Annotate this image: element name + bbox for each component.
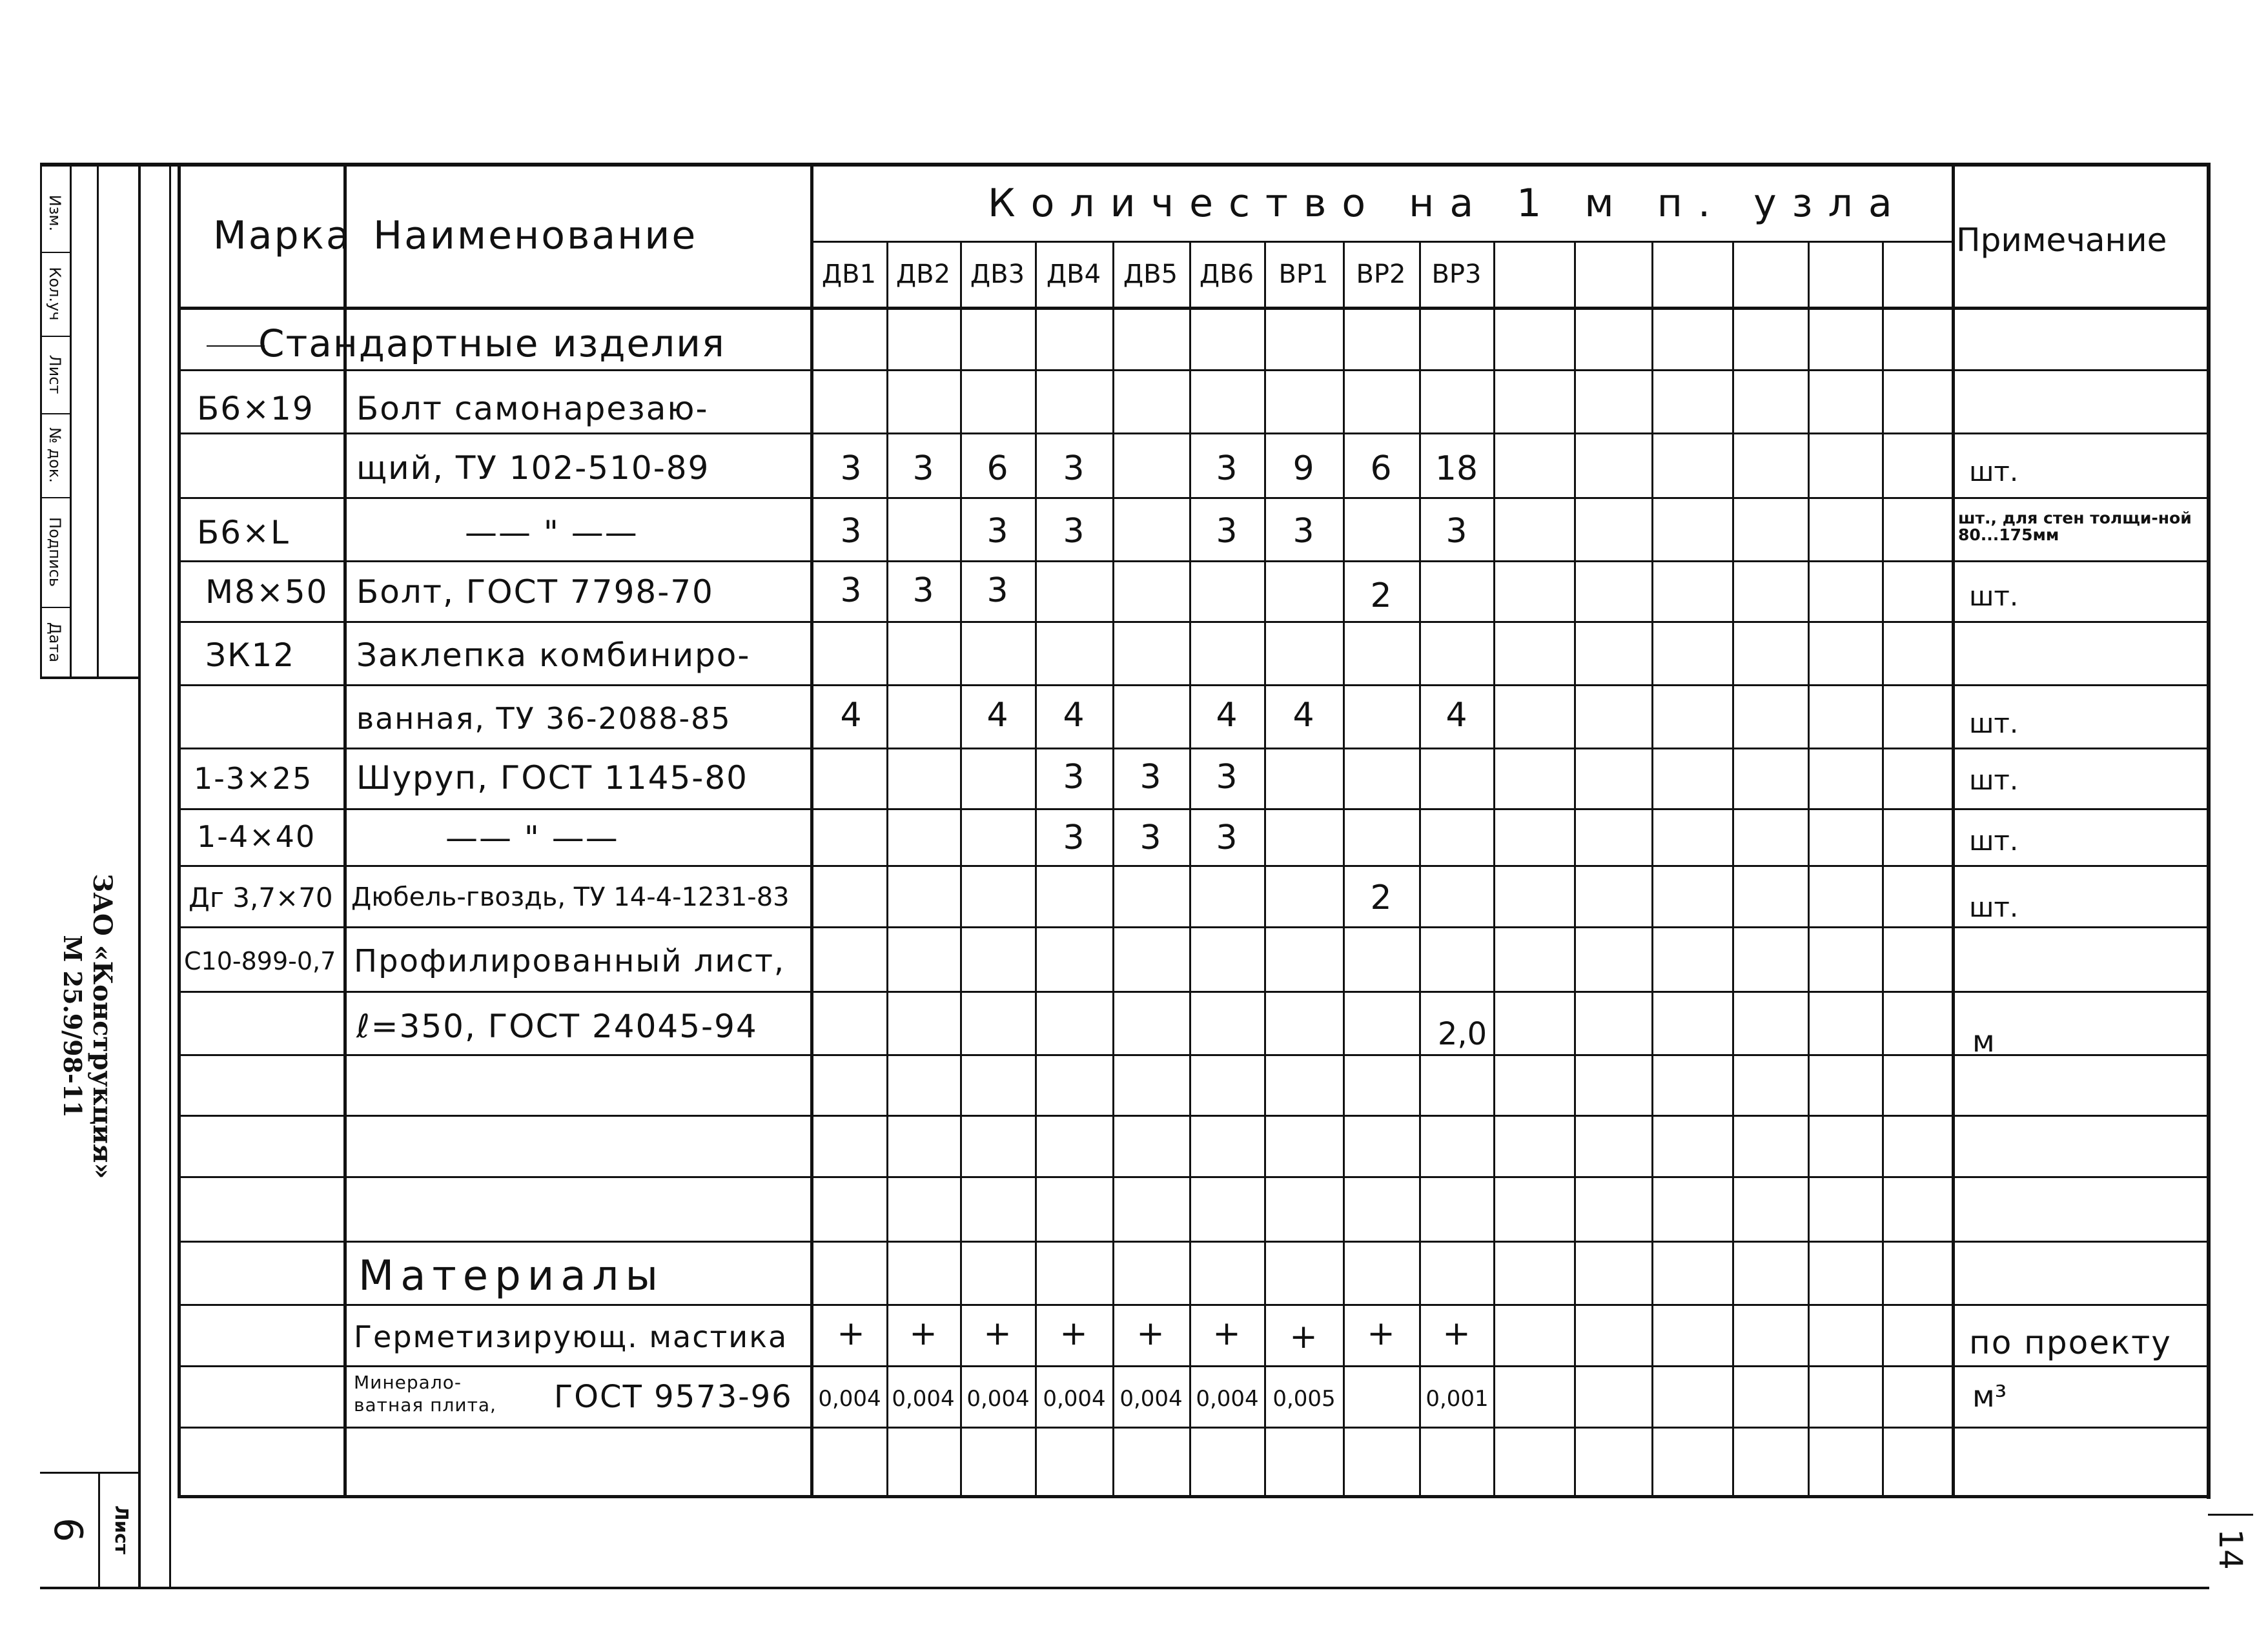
stamp-list-number: 6 (45, 1517, 90, 1543)
row-name: Болт, ГОСТ 7798-70 (356, 573, 714, 611)
row-line (178, 1176, 2210, 1178)
col-header-dv6: ДВ6 (1199, 259, 1254, 289)
row-value: 2,0 (1437, 1016, 1487, 1052)
row-value: 0,004 (966, 1386, 1030, 1412)
frame-left-line-2 (169, 163, 171, 1587)
row-name: Дюбель-гвоздь, ТУ 14-4-1231-83 (351, 882, 790, 912)
qty-col-line (1574, 241, 1576, 1497)
row-marka: М8×50 (205, 573, 329, 611)
qty-col-line (1112, 241, 1114, 1497)
stamp-line (40, 252, 70, 253)
row-marka: С10-899-0,7 (184, 947, 336, 975)
row-line (178, 497, 2210, 499)
row-line (178, 926, 2210, 928)
qty-col-line (886, 241, 888, 1497)
qty-col-line (1808, 241, 1810, 1497)
row-value: 3 (1216, 449, 1238, 488)
row-value: 0,005 (1272, 1386, 1336, 1412)
table-left-line (178, 163, 181, 1498)
stamp-n-dok: № док. (46, 427, 64, 483)
row-name-gost: ГОСТ 9573-96 (554, 1379, 793, 1415)
row-name: ℓ=350, ГОСТ 24045-94 (356, 1008, 758, 1045)
row-value: 3 (1216, 819, 1238, 857)
row-marka: 1-3×25 (194, 761, 313, 796)
stamp-kol-uch: Кол.уч (46, 267, 64, 321)
row-marka: 1-4×40 (197, 819, 316, 854)
row-value: 4 (986, 696, 1008, 735)
row-note: по проекту (1969, 1324, 2172, 1361)
qty-col-line (1264, 241, 1266, 1497)
row-value: 3 (1063, 819, 1085, 857)
row-marka: Дг 3,7×70 (189, 882, 333, 913)
row-note: м³ (1972, 1379, 2007, 1414)
stamp-list-label: Лист (111, 1505, 132, 1554)
row-marka: Б6×19 (197, 390, 314, 427)
row-line (178, 748, 2210, 749)
row-value: 3 (1063, 758, 1085, 797)
col-header-dv2: ДВ2 (895, 259, 951, 289)
row-name-line1: Минерало- (354, 1372, 462, 1393)
row-value: 18 (1435, 449, 1478, 488)
row-note: шт. (1969, 891, 2019, 923)
row-line (178, 808, 2210, 810)
stamp-line (40, 497, 70, 498)
qty-col-line (960, 241, 962, 1497)
row-name: Профилированный лист, (354, 943, 786, 979)
row-value: 3 (840, 512, 862, 551)
row-line (178, 560, 2210, 562)
stamp-line (98, 1472, 100, 1587)
qty-col-line (1419, 241, 1421, 1497)
organization-name: ЗАО «Конструкция» (87, 873, 117, 1179)
row-value: 0,004 (892, 1386, 955, 1412)
col-line-name (810, 163, 813, 1498)
row-value: 0,004 (1043, 1386, 1106, 1412)
row-value: + (837, 1314, 865, 1353)
stamp-line (40, 607, 70, 608)
header-kolichestvo: Количество на 1 м п. узла (988, 181, 1908, 226)
stamp-izm: Изм. (46, 194, 64, 232)
row-line (178, 621, 2210, 623)
row-value: 2 (1370, 576, 1392, 615)
table-top-line (178, 163, 2210, 167)
col-header-vr1: ВР1 (1278, 259, 1329, 289)
row-value: 3 (1063, 512, 1085, 551)
stamp-line (97, 163, 99, 679)
row-marka: ЗК12 (205, 636, 296, 674)
row-value: 6 (1370, 449, 1392, 488)
row-value: 3 (1063, 449, 1085, 488)
row-name: Шуруп, ГОСТ 1145-80 (356, 759, 748, 797)
header-marka: Марка (213, 213, 352, 258)
stamp-line (40, 413, 70, 414)
row-value: + (1212, 1314, 1241, 1353)
row-note: шт. (1969, 825, 2019, 857)
row-note: шт. (1969, 580, 2019, 612)
row-value: 4 (840, 696, 862, 735)
table-bottom-line (178, 1495, 2210, 1498)
col-header-vr3: ВР3 (1431, 259, 1482, 289)
row-value: + (1289, 1318, 1318, 1356)
qty-col-line (1882, 241, 1884, 1497)
page-number-box-line (2208, 1514, 2253, 1516)
row-value: + (1136, 1314, 1165, 1353)
row-value: 0,001 (1425, 1386, 1489, 1412)
stamp-podpis: Подпись (46, 517, 64, 587)
row-name: Заклепка комбиниро- (356, 636, 751, 674)
frame-right-line (2207, 163, 2211, 1499)
qty-col-line (1035, 241, 1037, 1497)
qty-col-line (1343, 241, 1345, 1497)
stamp-line (40, 1472, 139, 1474)
stamp-line (40, 677, 139, 679)
row-line (178, 369, 2210, 371)
row-value: 3 (840, 449, 862, 488)
qty-col-line (1493, 241, 1495, 1497)
row-value: 4 (1216, 696, 1238, 735)
row-value: 3 (1292, 512, 1314, 551)
row-line (178, 1054, 2210, 1056)
row-value: 3 (1139, 758, 1161, 797)
table-header-bottom (178, 307, 2210, 310)
row-value: 2 (1370, 879, 1392, 917)
col-header-dv3: ДВ3 (970, 259, 1025, 289)
row-value: 3 (840, 571, 862, 610)
row-line (178, 1115, 2210, 1117)
row-value: 0,004 (1196, 1386, 1259, 1412)
row-line (178, 684, 2210, 686)
page-number: 14 (2212, 1529, 2249, 1570)
header-primechanie: Примечание (1956, 221, 2167, 259)
row-value: 3 (912, 449, 934, 488)
quantity-subheader-line (810, 241, 1953, 243)
row-value: 3 (1139, 819, 1161, 857)
row-line (178, 1304, 2210, 1306)
frame-left-line (138, 163, 141, 1587)
row-name: ванная, ТУ 36-2088-85 (356, 701, 731, 736)
row-value: + (1442, 1314, 1471, 1353)
section-materials: Материалы (358, 1252, 664, 1300)
row-value: + (1367, 1314, 1395, 1353)
row-value: 3 (912, 571, 934, 610)
row-value: 4 (1292, 696, 1314, 735)
col-line-note (1952, 163, 1955, 1498)
row-value: 3 (986, 512, 1008, 551)
row-line (178, 991, 2210, 993)
row-note: шт. (1969, 764, 2019, 796)
row-value: + (983, 1314, 1012, 1353)
row-value: 0,004 (1119, 1386, 1183, 1412)
row-value: 0,004 (818, 1386, 881, 1412)
row-value: 4 (1063, 696, 1085, 735)
section-underline (207, 345, 265, 347)
col-header-dv5: ДВ5 (1123, 259, 1178, 289)
row-value: 3 (1216, 758, 1238, 797)
row-note: шт. (1969, 707, 2019, 739)
header-naimenovanie: Наименование (373, 213, 698, 258)
document-code: М 25.9/98-11 (58, 935, 87, 1118)
row-name-line2: ватная плита, (354, 1394, 496, 1416)
row-value: 4 (1446, 696, 1467, 735)
col-header-vr2: ВР2 (1356, 259, 1406, 289)
qty-col-line (1651, 241, 1653, 1497)
row-name: Герметизирующ. мастика (354, 1319, 788, 1354)
frame-bottom-line (40, 1587, 2209, 1589)
stamp-data: Дата (46, 622, 64, 663)
qty-col-line (1732, 241, 1734, 1497)
row-name-ditto: —— " —— (465, 514, 639, 551)
section-standard: Стандартные изделия (258, 321, 726, 365)
row-value: + (1059, 1314, 1088, 1353)
row-marka: Б6×L (197, 514, 290, 551)
row-line (178, 1427, 2210, 1429)
col-header-dv1: ДВ1 (821, 259, 877, 289)
row-value: 3 (986, 571, 1008, 610)
row-note: м (1972, 1024, 1995, 1059)
row-value: 6 (986, 449, 1008, 488)
stamp-line (70, 163, 72, 679)
row-line (178, 432, 2210, 434)
row-note: шт. (1969, 456, 2019, 487)
row-value: + (909, 1314, 937, 1353)
stamp-line (40, 163, 42, 679)
row-name-ditto: —— " —— (445, 819, 619, 857)
stamp-line (40, 336, 70, 337)
row-value: 9 (1292, 449, 1314, 488)
stamp-list: Лист (46, 354, 64, 394)
row-value: 3 (1446, 512, 1467, 551)
row-value: 3 (1216, 512, 1238, 551)
row-name: Болт самонарезаю- (356, 390, 709, 427)
qty-col-line (1189, 241, 1191, 1497)
col-header-dv4: ДВ4 (1046, 259, 1101, 289)
row-note: шт., для стен толщи-ной 80...175мм (1958, 509, 2192, 545)
row-line (178, 1365, 2210, 1367)
row-name: щий, ТУ 102-510-89 (356, 449, 710, 487)
row-line (178, 1241, 2210, 1243)
row-line (178, 865, 2210, 867)
